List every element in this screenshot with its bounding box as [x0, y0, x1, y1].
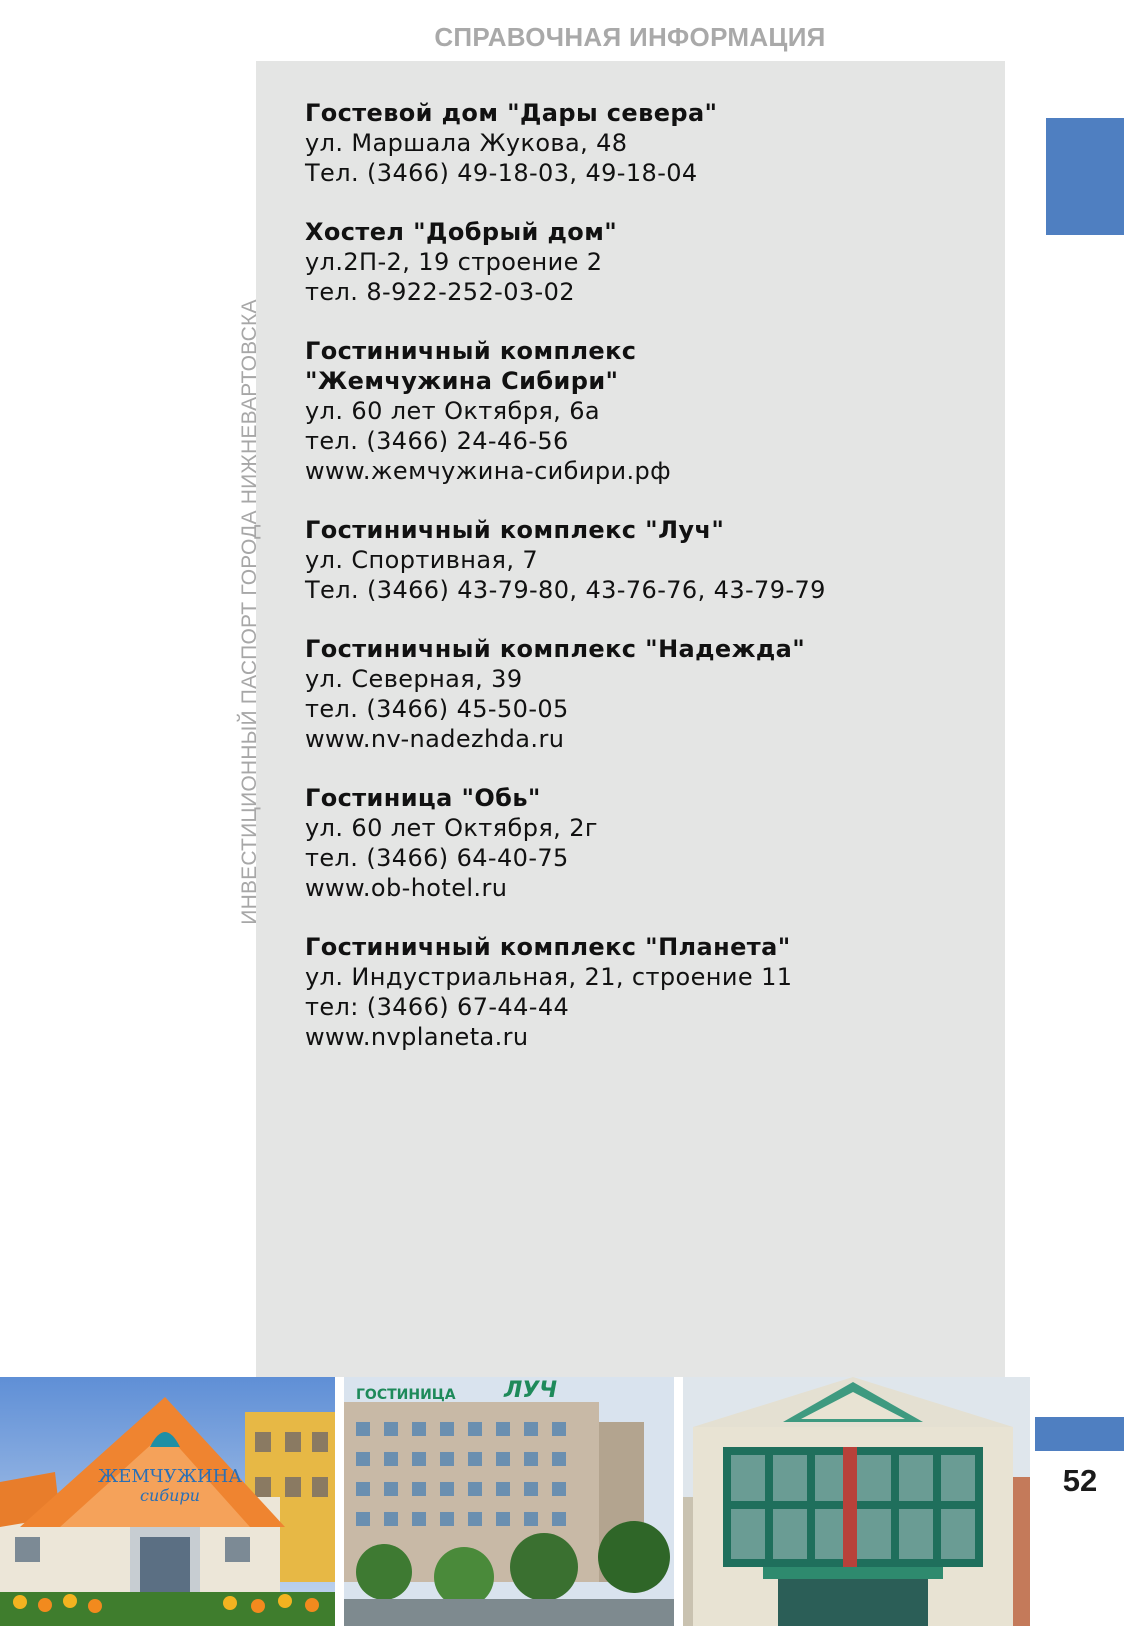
- listing-phone: тел. (3466) 45-50-05: [305, 695, 569, 723]
- listing-luch: [305, 515, 826, 605]
- listing-address: ул. 60 лет Октября, 6а: [305, 397, 600, 425]
- listing-name: Гостиничный комплекс: [305, 337, 637, 365]
- listing-name: Гостиничный комплекс "Луч": [305, 516, 725, 544]
- listing-address: ул. Маршала Жукова, 48: [305, 129, 628, 157]
- listing-phone: тел. (3466) 24-46-56: [305, 427, 569, 455]
- page-number-tab: [1035, 1417, 1124, 1451]
- listing-nadezhda: [305, 634, 826, 754]
- listing-name-line2: "Жемчужина Сибири": [305, 367, 619, 395]
- listing-name: Гостиничный комплекс "Надежда": [305, 635, 806, 663]
- listing-name: Гостиничный комплекс "Планета": [305, 933, 791, 961]
- listing-website[interactable]: www.ob-hotel.ru: [305, 874, 508, 902]
- listing-phone: Тел. (3466) 49-18-03, 49-18-04: [305, 159, 698, 187]
- side-document-label: ИНВЕСТИЦИОННЫЙ ПАСПОРТ ГОРОДА НИЖНЕВАРТОВСКА: [238, 299, 261, 925]
- photo-planeta: [683, 1377, 1030, 1626]
- listing-website[interactable]: www.nv-nadezhda.ru: [305, 725, 565, 753]
- photo-zhemchuzhina-sibiri: [0, 1377, 335, 1626]
- listing-dobryi-dom: [305, 217, 826, 307]
- listing-planeta: [305, 932, 826, 1052]
- listing-ob: [305, 783, 826, 903]
- listing-dary-severa: [305, 98, 826, 188]
- listing-address: ул. Спортивная, 7: [305, 546, 539, 574]
- listing-website[interactable]: www.nvplaneta.ru: [305, 1023, 529, 1051]
- sign-sibiri: сибири: [140, 1486, 200, 1505]
- listing-address: ул. Северная, 39: [305, 665, 523, 693]
- sign-gostinitsa: ГОСТИНИЦА: [356, 1387, 456, 1403]
- sign-luch: ЛУЧ: [504, 1378, 558, 1403]
- listing-name: Гостевой дом "Дары севера": [305, 99, 718, 127]
- listing-website[interactable]: www.жемчужина-сибири.рф: [305, 457, 672, 485]
- listing-address: ул. Индустриальная, 21, строение 11: [305, 963, 793, 991]
- listing-name: Гостиница "Обь": [305, 784, 541, 812]
- photo-luch: [344, 1377, 674, 1626]
- listing-phone: тел. (3466) 64-40-75: [305, 844, 569, 872]
- section-tab-marker: [1046, 118, 1124, 235]
- listing-address: ул.2П-2, 19 строение 2: [305, 248, 603, 276]
- page-number: 52: [1062, 1463, 1098, 1498]
- listing-phone: Тел. (3466) 43-79-80, 43-76-76, 43-79-79: [305, 576, 826, 604]
- listing-phone: тел: (3466) 67-44-44: [305, 993, 570, 1021]
- hotel-listings: [305, 98, 826, 1081]
- page-header-title: СПРАВОЧНАЯ ИНФОРМАЦИЯ: [434, 22, 826, 52]
- sign-zhemchuzhina: ЖЕМЧУЖИНА: [98, 1466, 242, 1487]
- listing-phone: тел. 8-922-252-03-02: [305, 278, 575, 306]
- listing-address: ул. 60 лет Октября, 2г: [305, 814, 598, 842]
- listing-zhemchuzhina-sibiri: [305, 336, 826, 486]
- listing-name: Хостел "Добрый дом": [305, 218, 618, 246]
